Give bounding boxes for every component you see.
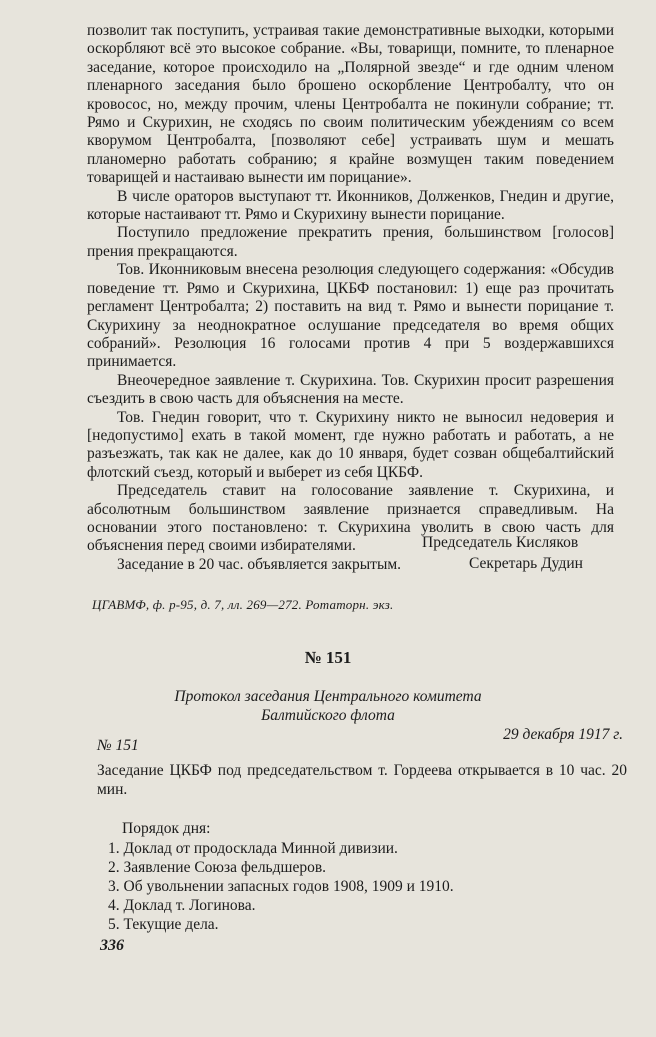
agenda-heading: Порядок дня: xyxy=(122,820,211,837)
document-label: № 151 xyxy=(97,737,139,754)
agenda-item: 5. Текущие дела. xyxy=(108,916,219,933)
title-line: Балтийского флота xyxy=(261,707,395,724)
agenda-item: 4. Доклад т. Логинова. xyxy=(108,897,256,914)
paragraph: Поступило предложение прекратить прения, большинством [голосов] прения прекращаются. xyxy=(87,224,614,260)
paragraph: позволит так поступить, устраивая такие демонстративные выходки, которыми оскорбляют всё это высокое собрание. «Вы, товарищи, помните, то пленарное заседание, которое происходило на „Полярной звезде“ и где одним членом пленарного заседания было брошено оскорбление Центробалту, что он кровосос, но, между прочим, члены Центробалта не покинули собрание; тт. Рямо и Скурихин, не сходясь по своим политическим убеждениям со всем кворумом Центробалта, [позволяют себе] устраивать шум и мешать планомерно работать собранию; я крайне возмущен таким поведением товарищей и настаиваю вынести им порицание». xyxy=(87,22,614,187)
body-text xyxy=(87,22,614,574)
agenda-list xyxy=(108,839,454,934)
archive-source: ЦГАВМФ, ф. р-95, д. 7, лл. 269—272. Ротаторн. экз. xyxy=(92,597,394,612)
paragraph: Заседание в 20 час. объявляется закрытым. xyxy=(117,555,402,573)
agenda-item: 2. Заявление Союза фельдшеров. xyxy=(108,859,327,876)
agenda-item: 3. Об увольнении запасных годов 1908, 1909 и 1910. xyxy=(108,878,454,895)
agenda-item: 1. Доклад от продосклада Минной дивизии. xyxy=(108,840,398,857)
paragraph: Председатель ставит на голосование заявление т. Скурихина, и абсолютным большинством заявление признается справедливым. На основании этого постановлено: т. Скурихина уволить в свою часть для объяснения перед своими избирателями. xyxy=(87,482,614,555)
paragraph: Тов. Гнедин говорит, что т. Скурихину никто не выносил недоверия и [недопустимо] ехать в такой момент, где нужно работать и работать, а не разъезжать, так как не далее, как до 10 января, будет созван общебалтийский флотский съезд, который и выберет из себя ЦКБФ. xyxy=(87,408,614,481)
document-title xyxy=(0,687,656,725)
paragraph: Тов. Иконниковым внесена резолюция следующего содержания: «Обсудив поведение тт. Рямо и Скурихина, ЦКБФ постановил: 1) еще раз прочитать регламент Центробалта; 2) поставить на вид т. Рямо и вынести порицание т. Скурихину за неоднократное ослушание председателя во время общих собраний». Резолюция 16 голосами против 4 при 5 воздержавшихся принимается. xyxy=(87,261,614,371)
secretary-signature: Секретарь Дудин xyxy=(469,555,583,572)
chairman-signature: Председатель Кисляков xyxy=(422,534,579,551)
paragraph: Внеочередное заявление т. Скурихина. Тов. Скурихин просит разрешения съездить в свою часть для объяснения на месте. xyxy=(87,371,614,408)
page-number: 336 xyxy=(100,937,124,954)
title-line: Протокол заседания Центрального комитета xyxy=(174,688,482,705)
document-date: 29 декабря 1917 г. xyxy=(503,726,623,743)
opening-paragraph: Заседание ЦКБФ под председательством т. Гордеева открывается в 10 час. 20 мин. xyxy=(97,762,627,798)
paragraph: В числе ораторов выступают тт. Иконников, Долженков, Гнедин и другие, которые настаивают тт. Рямо и Скурихину вынести порицание. xyxy=(87,187,614,224)
document-number: № 151 xyxy=(304,648,352,667)
